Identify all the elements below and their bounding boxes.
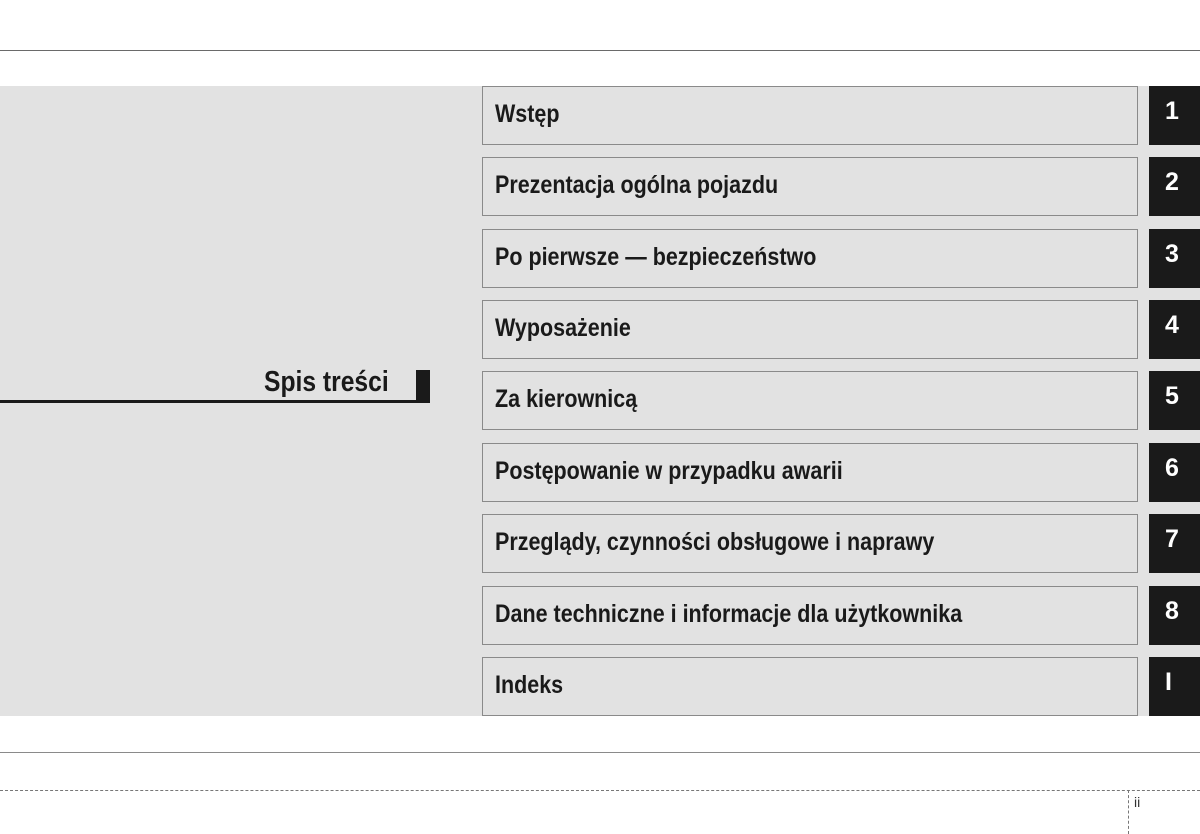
top-rule xyxy=(0,50,1200,51)
toc-item-label: Dane techniczne i informacje dla użytkownika xyxy=(495,600,963,628)
chapter-tab-number: 4 xyxy=(1165,311,1179,339)
chapter-tab[interactable] xyxy=(1149,514,1200,573)
chapter-tab[interactable] xyxy=(1149,657,1200,716)
toc-item-label: Wyposażenie xyxy=(495,314,631,342)
chapter-tab-number: 5 xyxy=(1165,382,1179,410)
toc-item-box[interactable] xyxy=(482,371,1138,430)
toc-item-8[interactable] xyxy=(482,586,1200,645)
toc-item-1[interactable] xyxy=(482,86,1200,145)
cut-line-vertical xyxy=(1128,790,1129,834)
chapter-tab-number: I xyxy=(1165,668,1172,696)
toc-item-label: Przeglądy, czynności obsługowe i naprawy xyxy=(495,528,935,556)
toc-item-3[interactable] xyxy=(482,229,1200,288)
chapter-tab[interactable] xyxy=(1149,586,1200,645)
toc-item-7[interactable] xyxy=(482,514,1200,573)
chapter-tab[interactable] xyxy=(1149,157,1200,216)
chapter-tab[interactable] xyxy=(1149,229,1200,288)
toc-item-index[interactable] xyxy=(482,657,1200,716)
chapter-tab-number: 8 xyxy=(1165,597,1179,625)
toc-item-box[interactable] xyxy=(482,300,1138,359)
bottom-rule xyxy=(0,752,1200,753)
toc-item-box[interactable] xyxy=(482,657,1138,716)
chapter-tab[interactable] xyxy=(1149,443,1200,502)
toc-item-label: Prezentacja ogólna pojazdu xyxy=(495,171,779,199)
toc-item-2[interactable] xyxy=(482,157,1200,216)
toc-item-5[interactable] xyxy=(482,371,1200,430)
toc-heading-text: Spis treści xyxy=(264,366,389,398)
toc-item-box[interactable] xyxy=(482,443,1138,502)
toc-heading xyxy=(0,364,430,403)
toc-item-label: Po pierwsze — bezpieczeństwo xyxy=(495,243,817,271)
chapter-tab-number: 2 xyxy=(1165,168,1179,196)
toc-item-box[interactable] xyxy=(482,86,1138,145)
toc-item-label: Postępowanie w przypadku awarii xyxy=(495,457,843,485)
toc-item-box[interactable] xyxy=(482,514,1138,573)
chapter-tab-number: 7 xyxy=(1165,525,1179,553)
toc-item-box[interactable] xyxy=(482,157,1138,216)
toc-item-4[interactable] xyxy=(482,300,1200,359)
page-number: ii xyxy=(1134,794,1141,810)
chapter-tab[interactable] xyxy=(1149,86,1200,145)
cut-line xyxy=(0,790,1200,791)
chapter-tab-number: 6 xyxy=(1165,454,1179,482)
toc-item-box[interactable] xyxy=(482,229,1138,288)
toc-item-label: Wstęp xyxy=(495,100,560,128)
toc-item-label: Za kierownicą xyxy=(495,385,638,413)
heading-marker-block xyxy=(416,370,430,401)
toc-item-label: Indeks xyxy=(495,671,564,699)
toc-item-6[interactable] xyxy=(482,443,1200,502)
toc-item-box[interactable] xyxy=(482,586,1138,645)
chapter-tab-number: 1 xyxy=(1165,97,1179,125)
chapter-tab[interactable] xyxy=(1149,300,1200,359)
chapter-tab-number: 3 xyxy=(1165,240,1179,268)
chapter-tab[interactable] xyxy=(1149,371,1200,430)
